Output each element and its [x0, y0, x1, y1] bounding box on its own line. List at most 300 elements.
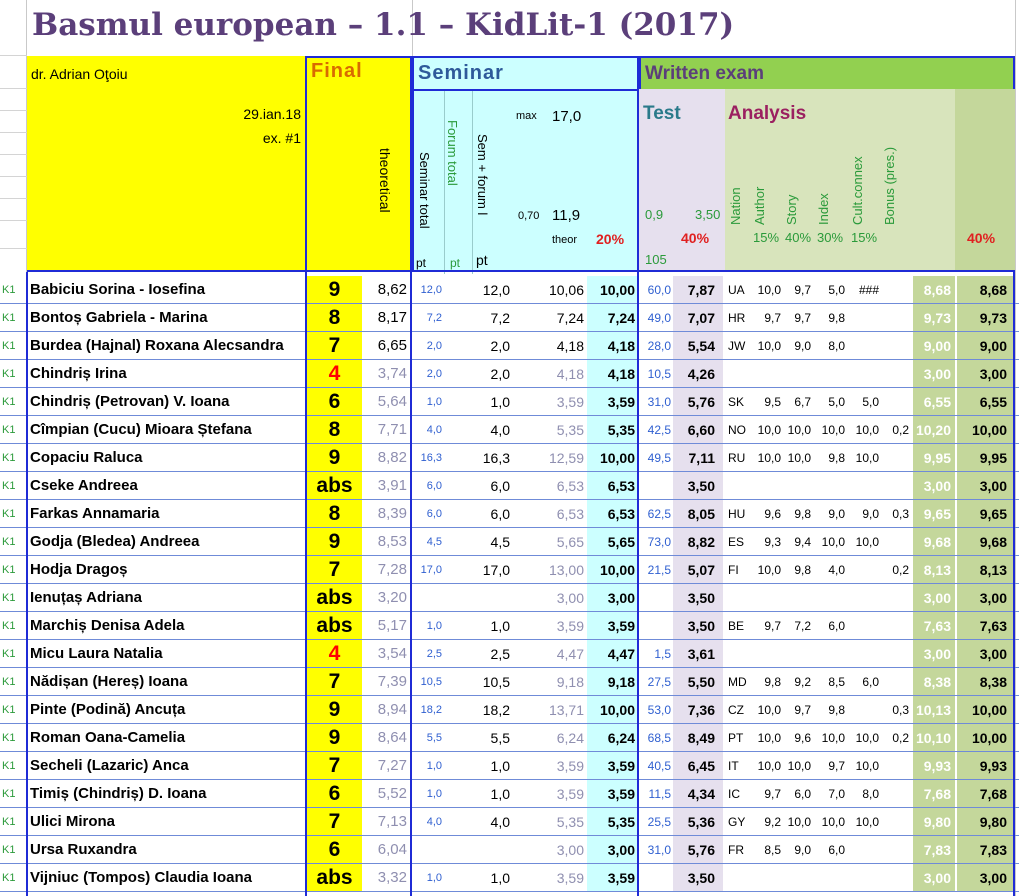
- analysis-score[interactable]: 9,95: [913, 444, 955, 472]
- seminar-final[interactable]: 3,59: [587, 780, 637, 808]
- test-header[interactable]: [639, 89, 725, 272]
- table-row[interactable]: [0, 388, 1019, 416]
- nation-code[interactable]: PT: [728, 731, 744, 745]
- coef-cell[interactable]: [512, 780, 542, 808]
- sem-forum[interactable]: 4,5: [490, 534, 510, 550]
- final-grade[interactable]: 9: [307, 444, 362, 472]
- theoretical-score[interactable]: 7,28: [377, 561, 407, 578]
- index-score[interactable]: 6,0: [828, 843, 845, 857]
- seminar-final[interactable]: 3,59: [587, 752, 637, 780]
- final-grade[interactable]: 6: [307, 836, 362, 864]
- written-exam-header[interactable]: [639, 56, 1015, 89]
- nation-code[interactable]: IC: [728, 787, 740, 801]
- written-final[interactable]: 3,00: [957, 584, 1015, 612]
- sem-forum[interactable]: 2,0: [490, 338, 510, 354]
- cult-score[interactable]: 10,0: [855, 423, 879, 437]
- analysis-header[interactable]: [725, 89, 955, 272]
- coef-cell[interactable]: [512, 696, 542, 724]
- story-score[interactable]: 9,4: [794, 535, 811, 549]
- bonus-score[interactable]: [879, 752, 911, 780]
- final-grade[interactable]: 6: [307, 780, 362, 808]
- row-group[interactable]: K1: [2, 368, 16, 380]
- nation-code[interactable]: FR: [728, 843, 744, 857]
- test-points[interactable]: [641, 864, 673, 892]
- sem-forum[interactable]: 12,0: [482, 282, 510, 298]
- sem-weighted[interactable]: 6,53: [556, 478, 584, 494]
- sem-weighted[interactable]: 5,65: [556, 534, 584, 550]
- test-final[interactable]: 3,61: [673, 640, 723, 668]
- index-score[interactable]: 4,0: [828, 563, 845, 577]
- index-score[interactable]: [811, 584, 845, 612]
- analysis-score[interactable]: 9,68: [913, 528, 955, 556]
- author-score[interactable]: 9,8: [764, 675, 781, 689]
- table-row[interactable]: [0, 332, 1019, 360]
- test-points[interactable]: 42,5: [647, 423, 671, 437]
- theoretical-score[interactable]: 6,65: [377, 337, 407, 354]
- table-row[interactable]: [0, 472, 1019, 500]
- story-score[interactable]: 9,8: [794, 507, 811, 521]
- row-group[interactable]: K1: [2, 396, 16, 408]
- forum-total[interactable]: [444, 612, 472, 640]
- row-group[interactable]: K1: [2, 788, 16, 800]
- analysis-score[interactable]: 8,68: [913, 276, 955, 304]
- seminar-total[interactable]: 1,0: [426, 760, 442, 772]
- table-row[interactable]: [0, 752, 1019, 780]
- seminar-final[interactable]: 6,24: [587, 724, 637, 752]
- student-name[interactable]: Vijniuc (Tompos) Claudia Ioana: [30, 869, 252, 886]
- index-score[interactable]: 10,0: [821, 815, 845, 829]
- theoretical-score[interactable]: 8,53: [377, 533, 407, 550]
- cult-score[interactable]: [845, 332, 879, 360]
- bonus-score[interactable]: [879, 640, 911, 668]
- table-row[interactable]: [0, 276, 1019, 304]
- cult-score[interactable]: [845, 696, 879, 724]
- table-row[interactable]: [0, 640, 1019, 668]
- sem-forum[interactable]: 4,0: [490, 422, 510, 438]
- author-score[interactable]: 8,5: [764, 843, 781, 857]
- seminar-final[interactable]: 5,35: [587, 808, 637, 836]
- coef-cell[interactable]: [512, 472, 542, 500]
- cult-score[interactable]: ###: [858, 283, 879, 297]
- author-score[interactable]: 10,0: [757, 451, 781, 465]
- forum-total[interactable]: [444, 276, 472, 304]
- student-name[interactable]: Farkas Annamaria: [30, 505, 160, 522]
- student-name[interactable]: Hodja Dragoș: [30, 561, 128, 578]
- final-weight-header[interactable]: [955, 89, 1015, 272]
- test-final[interactable]: 5,07: [673, 556, 723, 584]
- written-final[interactable]: 9,68: [957, 528, 1015, 556]
- row-group[interactable]: K1: [2, 760, 16, 772]
- seminar-final[interactable]: 7,24: [587, 304, 637, 332]
- theoretical-score[interactable]: 8,94: [377, 701, 407, 718]
- theoretical-score[interactable]: 7,13: [377, 813, 407, 830]
- author-score[interactable]: [751, 864, 781, 892]
- coef-cell[interactable]: [512, 276, 542, 304]
- sem-forum[interactable]: 5,5: [490, 730, 510, 746]
- test-final[interactable]: 6,45: [673, 752, 723, 780]
- index-score[interactable]: 8,0: [828, 339, 845, 353]
- analysis-score[interactable]: 3,00: [913, 640, 955, 668]
- seminar-final[interactable]: 10,00: [587, 276, 637, 304]
- seminar-final[interactable]: 10,00: [587, 696, 637, 724]
- theoretical-score[interactable]: 8,39: [377, 505, 407, 522]
- cult-score[interactable]: 10,0: [855, 535, 879, 549]
- seminar-total[interactable]: 5,5: [426, 732, 442, 744]
- coef-cell[interactable]: [512, 528, 542, 556]
- table-row[interactable]: [0, 360, 1019, 388]
- table-row[interactable]: [0, 584, 1019, 612]
- test-final[interactable]: 8,49: [673, 724, 723, 752]
- bonus-score[interactable]: [879, 444, 911, 472]
- seminar-total[interactable]: 10,5: [420, 676, 442, 688]
- forum-total[interactable]: [444, 556, 472, 584]
- table-row[interactable]: [0, 444, 1019, 472]
- analysis-score[interactable]: 9,00: [913, 332, 955, 360]
- story-score[interactable]: 10,0: [787, 759, 811, 773]
- seminar-final[interactable]: 3,00: [587, 584, 637, 612]
- student-name[interactable]: Copaciu Raluca: [30, 449, 143, 466]
- row-group[interactable]: K1: [2, 676, 16, 688]
- analysis-score[interactable]: 3,00: [913, 864, 955, 892]
- index-score[interactable]: 10,0: [821, 423, 845, 437]
- index-score[interactable]: 10,0: [821, 731, 845, 745]
- seminar-final[interactable]: 3,59: [587, 864, 637, 892]
- author-score[interactable]: [751, 584, 781, 612]
- written-final[interactable]: 9,73: [957, 304, 1015, 332]
- forum-total[interactable]: [444, 696, 472, 724]
- sem-forum[interactable]: 4,0: [490, 814, 510, 830]
- written-final[interactable]: 8,68: [957, 276, 1015, 304]
- student-name[interactable]: Nădișan (Hereș) Ioana: [30, 673, 188, 690]
- row-group[interactable]: K1: [2, 536, 16, 548]
- sem-weighted[interactable]: 7,24: [556, 310, 584, 326]
- sem-weighted[interactable]: 3,00: [556, 842, 584, 858]
- written-final[interactable]: 3,00: [957, 864, 1015, 892]
- author-score[interactable]: 10,0: [757, 563, 781, 577]
- coef-cell[interactable]: [512, 444, 542, 472]
- seminar-total[interactable]: 17,0: [420, 564, 442, 576]
- student-name[interactable]: Chindriș (Petrovan) V. Ioana: [30, 393, 230, 410]
- forum-total[interactable]: [444, 808, 472, 836]
- seminar-header[interactable]: [412, 56, 639, 272]
- final-grade[interactable]: 4: [307, 640, 362, 668]
- test-points[interactable]: [641, 612, 673, 640]
- story-score[interactable]: 10,0: [787, 815, 811, 829]
- final-grade[interactable]: 9: [307, 528, 362, 556]
- test-points[interactable]: 62,5: [647, 507, 671, 521]
- seminar-total[interactable]: 1,0: [426, 620, 442, 632]
- theoretical-score[interactable]: 7,27: [377, 757, 407, 774]
- written-final[interactable]: 7,63: [957, 612, 1015, 640]
- forum-total[interactable]: [444, 584, 472, 612]
- test-final[interactable]: 5,76: [673, 836, 723, 864]
- bonus-score[interactable]: 0,2: [892, 731, 909, 745]
- seminar-total[interactable]: 4,0: [426, 816, 442, 828]
- cult-score[interactable]: [845, 836, 879, 864]
- row-group[interactable]: K1: [2, 508, 16, 520]
- seminar-total[interactable]: 4,5: [426, 536, 442, 548]
- sem-forum[interactable]: 17,0: [482, 562, 510, 578]
- nation-code[interactable]: JW: [728, 339, 746, 353]
- theoretical-score[interactable]: 3,32: [377, 869, 407, 886]
- coef-cell[interactable]: [512, 808, 542, 836]
- final-grade[interactable]: 7: [307, 332, 362, 360]
- index-score[interactable]: 6,0: [828, 619, 845, 633]
- index-score[interactable]: 9,7: [828, 759, 845, 773]
- theoretical-score[interactable]: 3,91: [377, 477, 407, 494]
- sem-forum[interactable]: 1,0: [490, 618, 510, 634]
- story-score[interactable]: [781, 584, 811, 612]
- theoretical-score[interactable]: 5,52: [377, 785, 407, 802]
- story-score[interactable]: [781, 864, 811, 892]
- row-group[interactable]: K1: [2, 844, 16, 856]
- bonus-score[interactable]: [879, 528, 911, 556]
- nation-code[interactable]: HR: [728, 311, 746, 325]
- final-grade[interactable]: 7: [307, 752, 362, 780]
- theoretical-score[interactable]: 8,62: [377, 281, 407, 298]
- index-score[interactable]: 8,5: [828, 675, 845, 689]
- bonus-score[interactable]: [879, 388, 911, 416]
- index-score[interactable]: 9,8: [828, 451, 845, 465]
- test-final[interactable]: 5,50: [673, 668, 723, 696]
- story-score[interactable]: 9,6: [794, 731, 811, 745]
- sem-forum[interactable]: 1,0: [490, 786, 510, 802]
- sem-forum[interactable]: [474, 836, 512, 864]
- author-score[interactable]: 10,0: [757, 283, 781, 297]
- final-header[interactable]: [305, 56, 412, 272]
- row-group[interactable]: K1: [2, 424, 16, 436]
- index-score[interactable]: [811, 640, 845, 668]
- test-points[interactable]: 49,5: [647, 451, 671, 465]
- row-group[interactable]: K1: [2, 732, 16, 744]
- seminar-total[interactable]: 1,0: [426, 788, 442, 800]
- forum-total[interactable]: [444, 416, 472, 444]
- index-score[interactable]: 9,0: [828, 507, 845, 521]
- written-final[interactable]: 9,00: [957, 332, 1015, 360]
- cult-score[interactable]: [845, 584, 879, 612]
- test-points[interactable]: 27,5: [647, 675, 671, 689]
- final-grade[interactable]: abs: [307, 612, 362, 640]
- test-points[interactable]: 10,5: [647, 367, 671, 381]
- seminar-total[interactable]: 2,5: [426, 648, 442, 660]
- story-score[interactable]: 9,2: [794, 675, 811, 689]
- author-score[interactable]: 10,0: [757, 759, 781, 773]
- sem-weighted[interactable]: 6,24: [556, 730, 584, 746]
- coef-cell[interactable]: [512, 360, 542, 388]
- final-grade[interactable]: 9: [307, 696, 362, 724]
- forum-total[interactable]: [444, 752, 472, 780]
- nation-code[interactable]: [727, 584, 751, 612]
- seminar-total[interactable]: 6,0: [426, 508, 442, 520]
- forum-total[interactable]: [444, 472, 472, 500]
- author-score[interactable]: 10,0: [757, 703, 781, 717]
- nation-code[interactable]: IT: [728, 759, 739, 773]
- sem-weighted[interactable]: 4,18: [556, 338, 584, 354]
- student-name[interactable]: Bontoș Gabriela - Marina: [30, 309, 208, 326]
- index-score[interactable]: [811, 472, 845, 500]
- sem-weighted[interactable]: 3,59: [556, 618, 584, 634]
- sem-forum[interactable]: 2,5: [490, 646, 510, 662]
- final-grade[interactable]: 9: [307, 276, 362, 304]
- test-final[interactable]: 7,36: [673, 696, 723, 724]
- seminar-total[interactable]: 2,0: [426, 368, 442, 380]
- written-final[interactable]: 9,80: [957, 808, 1015, 836]
- final-grade[interactable]: 7: [307, 808, 362, 836]
- analysis-score[interactable]: 8,38: [913, 668, 955, 696]
- forum-total[interactable]: [444, 864, 472, 892]
- author-score[interactable]: 9,7: [764, 787, 781, 801]
- bonus-score[interactable]: [879, 864, 911, 892]
- bonus-score[interactable]: 0,3: [892, 703, 909, 717]
- author-score[interactable]: 9,7: [764, 311, 781, 325]
- student-name[interactable]: Burdea (Hajnal) Roxana Alecsandra: [30, 337, 284, 354]
- sem-forum[interactable]: 6,0: [490, 478, 510, 494]
- analysis-score[interactable]: 9,93: [913, 752, 955, 780]
- story-score[interactable]: 9,8: [794, 563, 811, 577]
- seminar-total[interactable]: [414, 836, 444, 864]
- cult-score[interactable]: 5,0: [862, 395, 879, 409]
- student-name[interactable]: Secheli (Lazaric) Anca: [30, 757, 189, 774]
- table-row[interactable]: [0, 304, 1019, 332]
- test-points[interactable]: 31,0: [647, 395, 671, 409]
- forum-total[interactable]: [444, 500, 472, 528]
- test-final[interactable]: 7,11: [673, 444, 723, 472]
- test-points[interactable]: 68,5: [647, 731, 671, 745]
- analysis-score[interactable]: 9,80: [913, 808, 955, 836]
- written-final[interactable]: 10,00: [957, 416, 1015, 444]
- forum-total[interactable]: [444, 836, 472, 864]
- test-points[interactable]: 53,0: [647, 703, 671, 717]
- row-group[interactable]: K1: [2, 872, 16, 884]
- nation-code[interactable]: ES: [728, 535, 745, 549]
- theoretical-score[interactable]: 8,64: [377, 729, 407, 746]
- bonus-score[interactable]: [879, 612, 911, 640]
- coef-cell[interactable]: [512, 556, 542, 584]
- forum-total[interactable]: [444, 444, 472, 472]
- index-score[interactable]: 9,8: [828, 703, 845, 717]
- forum-total[interactable]: [444, 640, 472, 668]
- final-grade[interactable]: abs: [307, 584, 362, 612]
- theoretical-score[interactable]: 7,71: [377, 421, 407, 438]
- bonus-score[interactable]: [879, 668, 911, 696]
- cult-score[interactable]: 6,0: [862, 675, 879, 689]
- final-grade[interactable]: 8: [307, 304, 362, 332]
- analysis-score[interactable]: 10,10: [913, 724, 955, 752]
- theoretical-score[interactable]: 5,17: [377, 617, 407, 634]
- sem-forum[interactable]: 10,5: [482, 674, 510, 690]
- seminar-final[interactable]: 10,00: [587, 556, 637, 584]
- seminar-total[interactable]: 2,0: [426, 340, 442, 352]
- coef-cell[interactable]: [512, 584, 542, 612]
- seminar-total[interactable]: 1,0: [426, 872, 442, 884]
- student-name[interactable]: Cîmpian (Cucu) Mioara Ștefana: [30, 421, 252, 438]
- row-group[interactable]: K1: [2, 648, 16, 660]
- table-row[interactable]: [0, 500, 1019, 528]
- story-score[interactable]: 10,0: [787, 423, 811, 437]
- final-grade[interactable]: 8: [307, 500, 362, 528]
- coef-cell[interactable]: [512, 752, 542, 780]
- coef-cell[interactable]: [512, 668, 542, 696]
- story-score[interactable]: 6,7: [794, 395, 811, 409]
- author-score[interactable]: [751, 360, 781, 388]
- seminar-final[interactable]: 10,00: [587, 444, 637, 472]
- test-points[interactable]: [641, 584, 673, 612]
- nation-code[interactable]: NO: [728, 423, 746, 437]
- row-group[interactable]: K1: [2, 284, 16, 296]
- seminar-final[interactable]: 4,18: [587, 360, 637, 388]
- author-score[interactable]: 9,7: [764, 619, 781, 633]
- theoretical-score[interactable]: 3,54: [377, 645, 407, 662]
- sem-weighted[interactable]: 13,71: [548, 702, 584, 718]
- sem-weighted[interactable]: 4,47: [556, 646, 584, 662]
- test-final[interactable]: 4,26: [673, 360, 723, 388]
- sem-forum[interactable]: 2,0: [490, 366, 510, 382]
- theoretical-score[interactable]: 8,17: [377, 309, 407, 326]
- forum-total[interactable]: [444, 360, 472, 388]
- bonus-score[interactable]: [879, 780, 911, 808]
- test-final[interactable]: 5,36: [673, 808, 723, 836]
- student-name[interactable]: Marchiș Denisa Adela: [30, 617, 185, 634]
- sem-forum[interactable]: 1,0: [490, 870, 510, 886]
- analysis-score[interactable]: 10,20: [913, 416, 955, 444]
- test-final[interactable]: 7,87: [673, 276, 723, 304]
- test-points[interactable]: 1,5: [654, 647, 671, 661]
- author-score[interactable]: 10,0: [757, 423, 781, 437]
- author-score[interactable]: 10,0: [757, 731, 781, 745]
- coef-cell[interactable]: [512, 332, 542, 360]
- test-final[interactable]: 5,54: [673, 332, 723, 360]
- author-header[interactable]: [27, 56, 305, 272]
- bonus-score[interactable]: [879, 276, 911, 304]
- final-grade[interactable]: 7: [307, 668, 362, 696]
- coef-cell[interactable]: [512, 836, 542, 864]
- test-points[interactable]: 11,5: [648, 787, 671, 801]
- written-final[interactable]: 7,68: [957, 780, 1015, 808]
- test-final[interactable]: 6,60: [673, 416, 723, 444]
- sem-weighted[interactable]: 6,53: [556, 506, 584, 522]
- sem-forum[interactable]: 1,0: [490, 758, 510, 774]
- author-score[interactable]: 9,2: [764, 815, 781, 829]
- index-score[interactable]: 7,0: [828, 787, 845, 801]
- student-name[interactable]: Ienuțaș Adriana: [30, 589, 142, 606]
- story-score[interactable]: 7,2: [794, 619, 811, 633]
- index-score[interactable]: 5,0: [828, 395, 845, 409]
- forum-total[interactable]: [444, 388, 472, 416]
- test-points[interactable]: 21,5: [647, 563, 671, 577]
- nation-code[interactable]: FI: [728, 563, 739, 577]
- table-row[interactable]: [0, 696, 1019, 724]
- forum-total[interactable]: [444, 304, 472, 332]
- seminar-final[interactable]: 5,35: [587, 416, 637, 444]
- bonus-score[interactable]: 0,2: [892, 423, 909, 437]
- seminar-total[interactable]: 4,0: [426, 424, 442, 436]
- row-group[interactable]: K1: [2, 620, 16, 632]
- student-name[interactable]: Ulici Mirona: [30, 813, 116, 830]
- story-score[interactable]: 9,7: [794, 311, 811, 325]
- final-grade[interactable]: 6: [307, 388, 362, 416]
- student-name[interactable]: Roman Oana-Camelia: [30, 729, 186, 746]
- sem-weighted[interactable]: 3,59: [556, 870, 584, 886]
- index-score[interactable]: 10,0: [821, 535, 845, 549]
- sem-forum[interactable]: 16,3: [482, 450, 510, 466]
- cult-score[interactable]: 9,0: [862, 507, 879, 521]
- theoretical-score[interactable]: 3,74: [377, 365, 407, 382]
- bonus-score[interactable]: [879, 836, 911, 864]
- sem-forum[interactable]: 18,2: [482, 702, 510, 718]
- cult-score[interactable]: [845, 360, 879, 388]
- analysis-score[interactable]: 7,83: [913, 836, 955, 864]
- analysis-score[interactable]: 9,65: [913, 500, 955, 528]
